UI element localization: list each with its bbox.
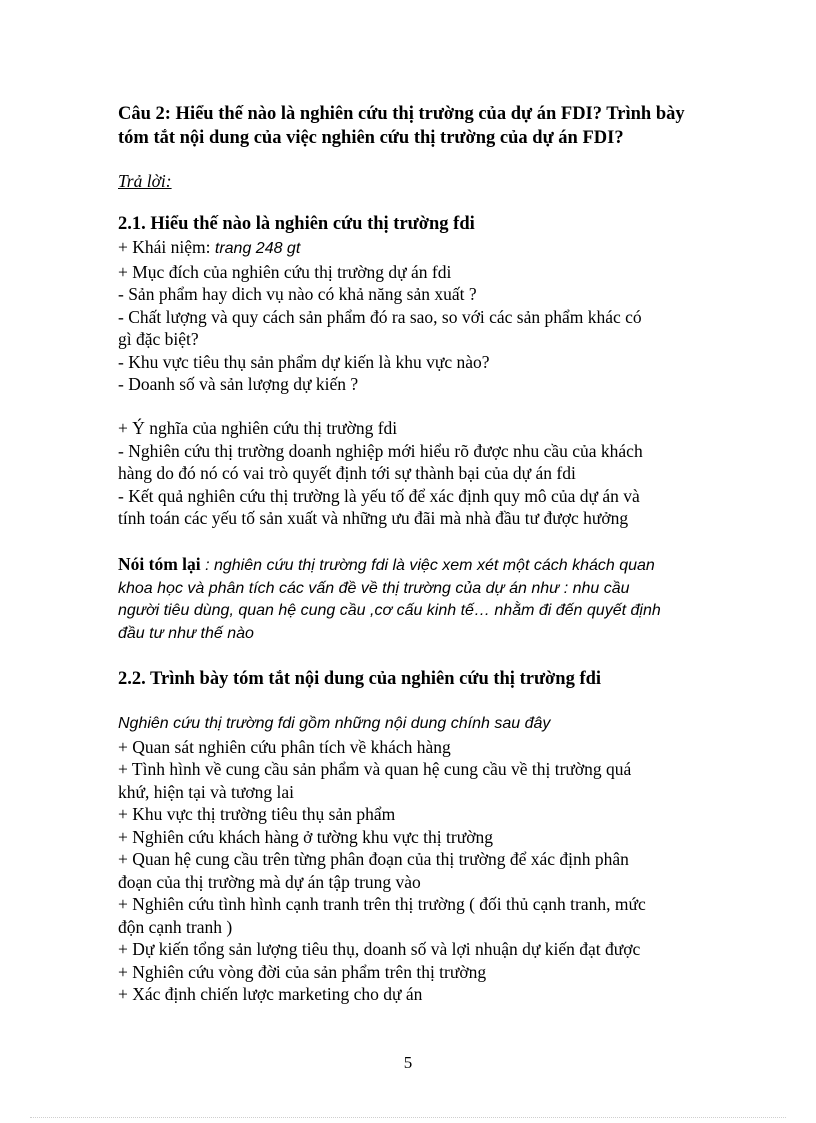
page-bottom-divider xyxy=(30,1117,786,1118)
summary-block xyxy=(118,553,708,645)
list-item: đoạn của thị trường mà dự án tập trung vào xyxy=(118,871,421,892)
page-number: 5 xyxy=(403,1053,413,1072)
purpose-heading: + Mục đích của nghiên cứu thị trường dự án fdi xyxy=(118,261,452,282)
concept-line xyxy=(118,236,708,261)
list-item: + Khu vực thị trường tiêu thụ sản phẩm xyxy=(118,804,396,824)
purpose-item: - Khu vực tiêu thụ sản phẩm dự kiến là khu vực nào? xyxy=(118,351,490,372)
section-2-1 xyxy=(118,212,708,396)
question-heading xyxy=(118,102,708,150)
meaning-heading: + Ý nghĩa của nghiên cứu thị trường fdi xyxy=(118,418,398,438)
summary-text: người tiêu dùng, quan hệ cung cầu ,cơ cấu kinh tế… nhằm đi đến quyết định xyxy=(118,602,661,619)
section-heading: 2.2. Trình bày tóm tắt nội dung của nghiên cứu thị trường fdi xyxy=(118,669,602,689)
answer-label: Trả lời: xyxy=(118,171,172,191)
question-line: tóm tắt nội dung của việc nghiên cứu thị trường của dự án FDI? xyxy=(118,128,624,148)
purpose-item: gì đặc biệt? xyxy=(118,329,199,349)
list-item: + Nghiên cứu vòng đời của sản phẩm trên thị trường xyxy=(118,961,487,982)
purpose-item: - Chất lượng và quy cách sản phẩm đó ra sao, so với các sản phẩm khác có xyxy=(118,306,642,327)
section-2-2 xyxy=(118,713,708,1006)
meaning-block xyxy=(118,417,708,530)
question-line: Câu 2: Hiểu thế nào là nghiên cứu thị trường của dự án FDI? Trình bày xyxy=(118,104,685,124)
concept-label: + Khái niệm: xyxy=(118,237,215,257)
meaning-item: tính toán các yếu tố sản xuất và những ưu đãi mà nhà đầu tư được hưởng xyxy=(118,508,629,528)
summary-text: đầu tư như thế nào xyxy=(118,624,254,642)
list-item: độn cạnh tranh ) xyxy=(118,916,233,937)
concept-reference: trang 248 gt xyxy=(214,240,301,257)
list-item: + Xác định chiến lược marketing cho dự án xyxy=(118,984,423,1004)
list-item: + Nghiên cứu tình hình cạnh tranh trên thị trường ( đối thủ cạnh tranh, mức xyxy=(118,894,646,914)
summary-label: Nói tóm lại xyxy=(118,554,201,574)
section-intro: Nghiên cứu thị trường fdi gồm những nội dung chính sau đây xyxy=(118,715,551,732)
meaning-item: hàng do đó nó có vai trò quyết định tới sự thành bại của dự án fdi xyxy=(118,463,576,483)
section-heading: 2.1. Hiểu thế nào là nghiên cứu thị trường fdi xyxy=(118,214,475,234)
summary-text: : nghiên cứu thị trường fdi là việc xem xét một cách khách quan xyxy=(200,557,655,574)
meaning-item: - Kết quả nghiên cứu thị trường là yếu tố để xác định quy mô của dự án và xyxy=(118,485,640,506)
list-item: + Dự kiến tổng sản lượng tiêu thụ, doanh số và lợi nhuận dự kiến đạt được xyxy=(118,939,641,959)
list-item: + Quan sát nghiên cứu phân tích về khách hàng xyxy=(118,736,451,757)
list-item: khứ, hiện tại và tương lai xyxy=(118,781,294,802)
purpose-item: - Sản phẩm hay dich vụ nào có khả năng sản xuất ? xyxy=(118,284,477,304)
meaning-item: - Nghiên cứu thị trường doanh nghiệp mới hiểu rõ được nhu cầu của khách xyxy=(118,440,643,461)
summary-line xyxy=(118,553,708,578)
summary-text: khoa học và phân tích các vấn đề về thị trường của dự án như : nhu cầu xyxy=(118,579,630,597)
purpose-item: - Doanh số và sản lượng dự kiến ? xyxy=(118,374,359,394)
list-item: + Nghiên cứu khách hàng ở tường khu vực thị trường xyxy=(118,826,493,847)
list-item: + Quan hệ cung cầu trên từng phân đoạn của thị trường để xác định phân xyxy=(118,849,629,869)
list-item: + Tình hình về cung cầu sản phẩm và quan hệ cung cầu về thị trường quá xyxy=(118,759,632,779)
